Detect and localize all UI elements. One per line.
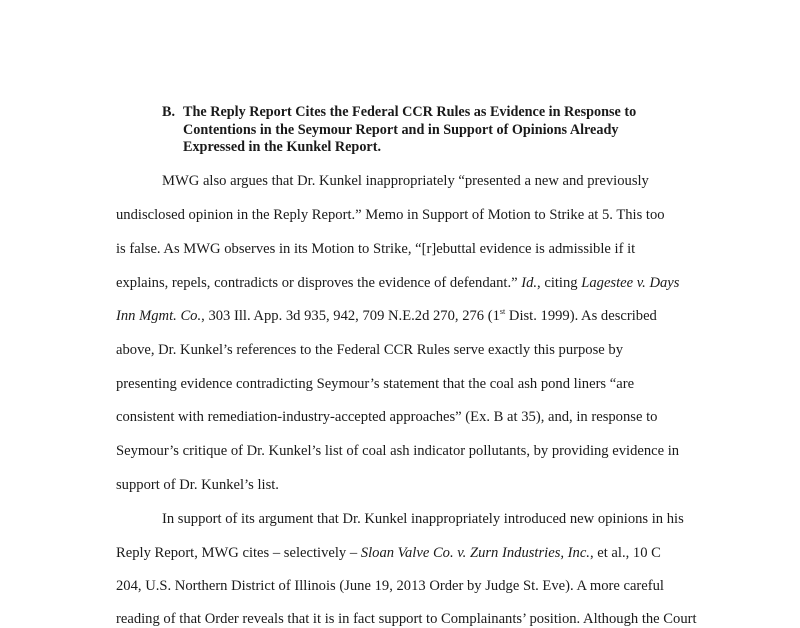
text-run: , et al., 10 C [589,545,661,561]
section-letter: B. [162,104,176,120]
case-name: Lagestee v. Days [581,275,680,291]
text-run: , 303 Ill. App. 3d 935, 942, 709 N.E.2d 270, 276 (1 [201,308,500,324]
paragraph-line: MWG also argues that Dr. Kunkel inappropriately “presented a new and previously [162,173,649,189]
paragraph-line [116,307,657,325]
text-run: , citing [537,275,582,291]
citation-id: Id. [521,275,538,291]
case-name: Inn Mgmt. Co. [116,308,202,324]
paragraph-line: 204, U.S. Northern District of Illinois (June 19, 2013 Order by Judge St. Eve). A more careful [116,578,664,594]
case-name: Sloan Valve Co. v. Zurn Industries, Inc. [360,545,590,561]
paragraph-line: reading of that Order reveals that it is in fact support to Complainants’ position. Although the Court [116,611,697,627]
text-run: Reply Report, MWG cites – selectively – [116,545,361,561]
text-run: Dist. 1999). As described [505,308,657,324]
paragraph-line: presenting evidence contradicting Seymour’s statement that the coal ash pond liners “are [116,376,635,392]
text-run: explains, repels, contradicts or disproves the evidence of defendant.” [116,275,522,291]
section-heading-text: The Reply Report Cites the Federal CCR Rules as Evidence in Response to Contentions in the Seymour Report and in Support of Opinions Already Expressed in the Kunkel Report. [183,104,637,155]
paragraph-line: In support of its argument that Dr. Kunkel inappropriately introduced new opinions in his [162,511,684,527]
paragraph-line: support of Dr. Kunkel’s list. [116,477,279,493]
paragraph-line: is false. As MWG observes in its Motion to Strike, “[r]ebuttal evidence is admissible if it [116,241,636,257]
paragraph-line [116,274,679,292]
section-heading [162,104,682,157]
paragraph-line: above, Dr. Kunkel’s references to the Federal CCR Rules serve exactly this purpose by [116,342,623,358]
ordinal-suffix: st [499,307,506,317]
paragraph-line: undisclosed opinion in the Reply Report.” Memo in Support of Motion to Strike at 5. This too [116,207,665,223]
paragraph-line: consistent with remediation-industry-accepted approaches” (Ex. B at 35), and, in response to [116,409,658,425]
paragraph-line [116,544,661,562]
paragraph-line: Seymour’s critique of Dr. Kunkel’s list of coal ash indicator pollutants, by providing evidence in [116,443,680,459]
